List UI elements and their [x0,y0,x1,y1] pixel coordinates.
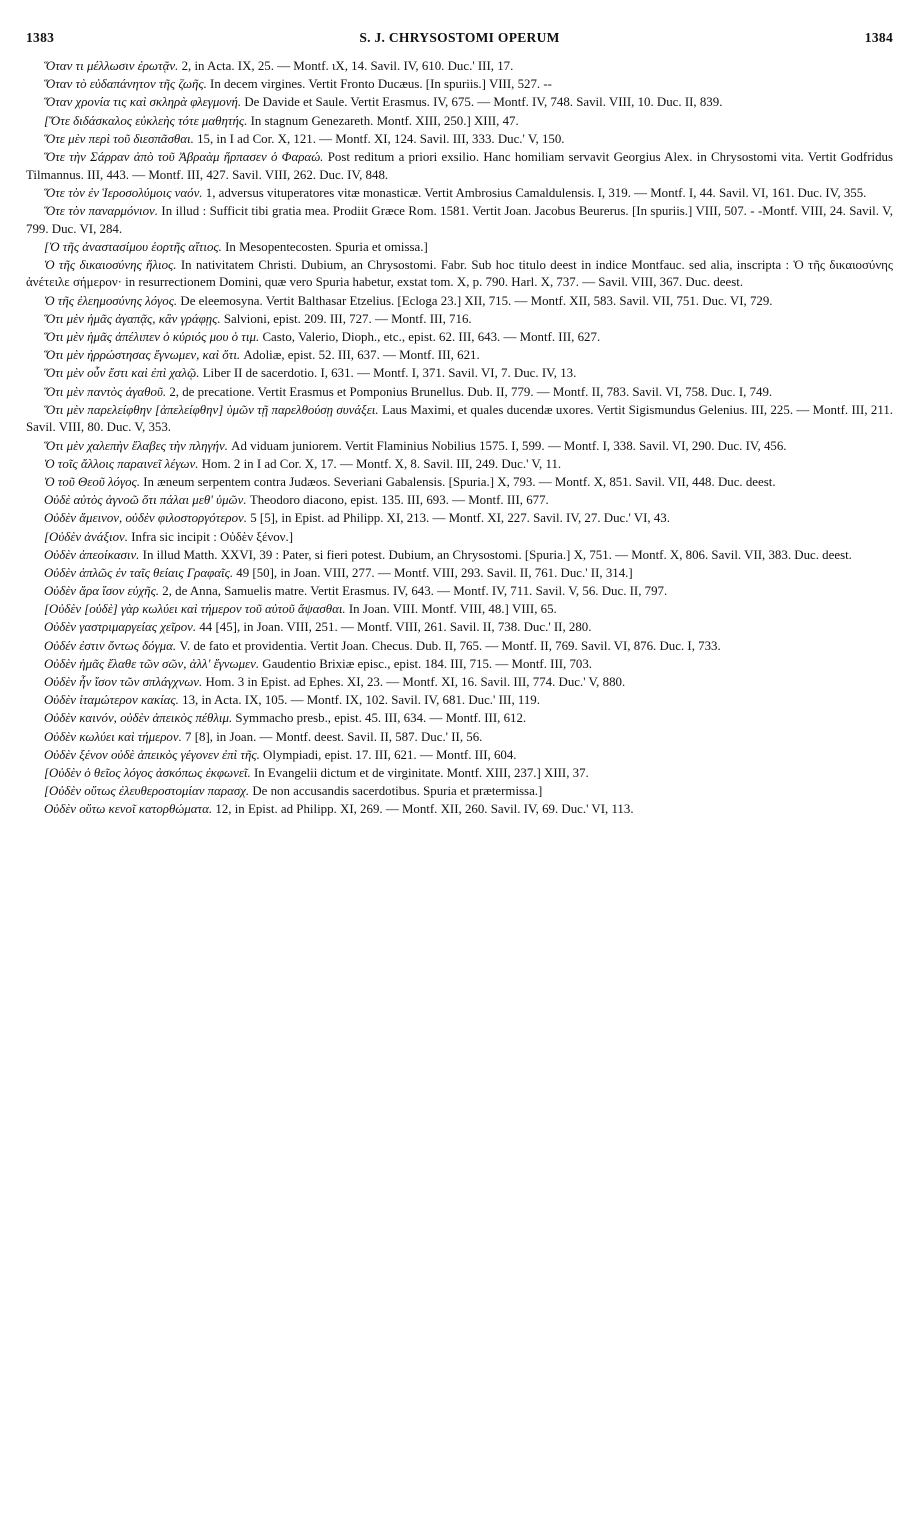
index-entry [26,113,893,131]
index-entry [26,638,893,656]
index-entry [26,402,893,437]
entry-reference: 15, in I ad Cor. X, 121. — Montf. XI, 124. Savil. III, 333. Duc.' V, 150. [197,131,565,146]
entry-reference: 2, in Acta. IX, 25. — Montf. ιX, 14. Savil. IV, 610. Duc.' III, 17. [181,59,514,73]
entry-incipit: Οὐδὲν ἄμεινον, οὐδὲν φιλοστοργότερον. [44,511,247,526]
entry-reference: In Joan. VIII. Montf. VIII, 48.] VIII, 65. [348,602,557,617]
entry-incipit: Ὅτι μὲν ἡμᾶς ἀγαπᾷς, κἂν γράφῃς. [44,311,221,326]
index-entry [26,801,893,819]
entry-reference: Hom. 3 in Epist. ad Ephes. XI, 23. — Montf. XI, 16. Savil. III, 774. Duc.' V, 880. [205,675,626,689]
index-entry [26,456,893,474]
entry-reference: 44 [45], in Joan. VIII, 251. — Montf. VIII, 261. Savil. II, 738. Duc.' II, 280. [199,620,592,635]
entry-incipit: Ὅτε μὲν περὶ τοῦ διεσπᾶσθαι. [44,131,194,146]
entry-reference: Olympiadi, epist. 17. III, 621. — Montf. III, 604. [263,747,517,762]
index-entry [26,529,893,547]
entry-incipit: Ὅτι μὲν παρελείφθην [ἀπελείφθην] ὑμῶν τῇ παρελθούσῃ συνάξει. [44,402,379,417]
entry-incipit: Ὁ τοῦ Θεοῦ λόγος. [44,474,140,489]
entry-reference: 49 [50], in Joan. VIII, 277. — Montf. VIII, 293. Savil. II, 761. Duc.' II, 314.] [236,565,633,580]
entry-incipit: Οὐδὲν γαστριμαργείας χεῖρον. [44,620,197,635]
entry-reference: De non accusandis sacerdotibus. Spuria et prætermissa.] [252,784,543,799]
entry-incipit: Ὅτι μὲν οὖν ἔστι καὶ ἐπὶ χαλῷ. [44,366,200,381]
index-entry [26,729,893,747]
entry-reference: Casto, Valerio, Dioph., etc., epist. 62. III, 643. — Montf. III, 627. [262,330,601,345]
entry-reference: Hom. 2 in I ad Cor. X, 17. — Montf. X, 8. Savil. III, 249. Duc.' V, 11. [201,456,562,471]
entry-reference: Ad viduam juniorem. Vertit Flaminius Nobilius 1575. I, 599. — Montf. I, 338. Savil. VI, 290. Duc. IV, 456. [231,438,787,453]
entry-reference: 13, in Acta. IX, 105. — Montf. IX, 102. Savil. IV, 681. Duc.' III, 119. [182,693,540,708]
index-entry [26,474,893,492]
index-entry [26,510,893,528]
entry-reference: 7 [8], in Joan. — Montf. deest. Savil. II, 587. Duc.' II, 56. [185,729,483,744]
entry-reference: Symmacho presb., epist. 45. III, 634. — Montf. III, 612. [235,711,527,726]
entry-incipit: Οὐδὲν κωλύει καὶ τήμερον. [44,729,182,744]
index-entry [26,365,893,383]
index-entry [26,692,893,710]
left-page-number: 1383 [26,30,55,45]
entry-incipit: Ὅτε τὴν Σάρραν ἀπὸ τοῦ Ἀβραὰμ ἥρπασεν ὁ Φαραώ. [44,149,324,164]
entry-incipit: [Οὐδὲν ἀνάξιον. [44,529,129,544]
entry-incipit: Οὐδέν ἐστιν ὄντως δόγμα. [44,638,177,653]
entry-reference: Post reditum a priori exsilio. Hanc homiliam servavit Georgius Alex. in Chrysostomi vita. Vertit Godfridus Tilmannus. III, 443. — Montf. III, 427. Savil. VIII, 262. Duc. IV, 848. [26,149,893,182]
running-title: S. J. CHRYSOSTOMI OPERUM [359,30,560,45]
index-entry [26,257,893,292]
entry-incipit: [Οὐδὲν ὁ θεῖος λόγος ἀσκόπως ἐκφωνεῖ. [44,765,251,780]
entry-incipit: Ὅτε τὸν ἐν Ἱεροσολύμοις ναόν. [44,185,203,200]
entry-reference: 12, in Epist. ad Philipp. XI, 269. — Montf. XII, 260. Savil. IV, 69. Duc.' VI, 113. [215,802,634,817]
index-entry [26,94,893,112]
index-entry [26,710,893,728]
index-entry [26,239,893,257]
entry-incipit: Ὅτι μὲν ἠρρώστησας ἔγνωμεν, καὶ ὅτι. [44,348,241,363]
entry-reference: In illud : Sufficit tibi gratia mea. Prodiit Græce Rom. 1581. Vertit Joan. Jacobus Beurerus. [In spuriis.] VIII, 507. - -Montf. VIII, 24. Savil. V, 799. Duc. VI, 284. [26,203,893,236]
entry-reference: In æneum serpentem contra Judæos. Severiani Gabalensis. [Spuria.] X, 793. — Montf. X, 851. Savil. VII, 448. Duc. deest. [143,474,776,489]
entry-incipit: Οὐδὲν ἄρα ἴσον εὐχῆς. [44,584,160,599]
index-entry [26,185,893,203]
index-entry [26,149,893,184]
entry-incipit: Ὁ τῆς δικαιοσύνης ἥλιος. [44,257,177,272]
entry-incipit: Ὅταν τὸ εὐδαπάνητον τῆς ζωῆς. [44,77,207,92]
entry-incipit: Οὐδὲν καινόν, οὐδὲν ἀπεικὸς πέθλιμ. [44,711,233,726]
index-entry [26,565,893,583]
entry-incipit: Οὐδὲν ἰταμώτερον κακίας. [44,693,179,708]
entry-incipit: Ὁ τῆς ἐλεημοσύνης λόγος. [44,293,178,308]
index-entry [26,547,893,565]
entry-reference: In illud Matth. XXVI, 39 : Pater, si fieri potest. Dubium, an Chrysostomi. [Spuria.] X, 751. — Montf. X, 806. Savil. VII, 383. Duc. deest. [142,547,852,562]
index-entry [26,765,893,783]
entry-incipit: [Ὅτε διδάσκαλος εὐκλεὴς τότε μαθητής. [44,113,248,128]
index-entry [26,438,893,456]
entry-incipit: Ὅτι μὲν παντὸς ἀγαθοῦ. [44,384,167,399]
entry-incipit: [Οὐδὲν [οὐδὲ] γὰρ κωλύει καὶ τήμερον τοῦ αὐτοῦ ἅψασθαι. [44,602,346,617]
entry-incipit: Οὐδὲν ἁπλῶς ἐν ταῖς θείαις Γραφαῖς. [44,565,234,580]
entry-reference: De Davide et Saule. Vertit Erasmus. IV, 675. — Montf. IV, 748. Savil. VIII, 10. Duc. II, 839. [244,95,723,110]
entry-reference: 5 [5], in Epist. ad Philipp. XI, 213. — Montf. XI, 227. Savil. IV, 27. Duc.' VI, 43. [250,511,670,526]
entry-incipit: Οὐδὲν ἀπεοίκασιν. [44,547,140,562]
entry-incipit: Οὐδὲν οὕτω κενοῖ κατορθώματα. [44,802,213,817]
entry-reference: In nativitatem Christi. Dubium, an Chrysostomi. Fabr. Sub hoc titulo deest in indice Montfauc. sed alia, inscripta : Ὁ τῆς δικαιοσύνης ἀνέτειλε σήμερον· in resurrectionem Domini, quæ vero Spuria habetur, exstat tom. X, p. 790. Harl. X, 737. — Savil. VIII, 367. Duc. deest. [26,257,893,290]
index-entry [26,619,893,637]
entry-reference: 2, de Anna, Samuelis matre. Vertit Erasmus. IV, 643. — Montf. IV, 711. Savil. V, 56. Duc. II, 797. [162,584,668,599]
entry-incipit: Ὅτι μὲν χαλεπὴν ἔλαβες τὴν πληγήν. [44,438,228,453]
entry-incipit: Ὅταν τι μέλλωσιν ἐρωτᾷν. [44,59,179,73]
index-entry [26,656,893,674]
index-entry [26,311,893,329]
index-entry [26,293,893,311]
index-entry [26,203,893,238]
entry-reference: In decem virgines. Vertit Fronto Ducæus. [In spuriis.] VIII, 527. -- [210,77,552,92]
index-entry [26,58,893,76]
index-entry [26,674,893,692]
entry-incipit: Ὅτι μὲν ἡμᾶς ἀπέλιπεν ὁ κύριός μου ὁ τιμ. [44,330,260,345]
entry-reference: Adoliæ, epist. 52. III, 637. — Montf. III, 621. [243,348,480,363]
index-entry [26,492,893,510]
entry-reference: 1, adversus vituperatores vitæ monasticæ. Vertit Ambrosius Camaldulensis. I, 319. — Montf. I, 44. Savil. VI, 161. Duc. IV, 355. [205,185,867,200]
index-entry [26,131,893,149]
running-header [26,30,893,52]
entry-reference: In Mesopentecosten. Spuria et omissa.] [225,239,428,254]
entry-reference: De eleemosyna. Vertit Balthasar Etzelius. [Ecloga 23.] XII, 715. — Montf. XII, 583. Savil. VII, 751. Duc. VI, 729. [180,293,773,308]
index-entry [26,783,893,801]
entry-incipit: [Οὐδὲν οὕτως ἐλευθεροστομίαν παρασχ. [44,784,250,799]
index-entry [26,583,893,601]
index-entry [26,747,893,765]
entry-reference: Liber II de sacerdotio. I, 631. — Montf. I, 371. Savil. VI, 7. Duc. IV, 13. [202,366,577,381]
entry-reference: Infra sic incipit : Οὐδὲν ξένον.] [131,529,294,544]
entry-incipit: Ὅτε τὸν παναρμόνιον. [44,203,158,218]
entry-reference: Salvioni, epist. 209. III, 727. — Montf. III, 716. [223,311,472,326]
entry-reference: Theodoro diacono, epist. 135. III, 693. — Montf. III, 677. [249,493,549,508]
entry-incipit: Οὐδὲν ξένον οὐδὲ ἀπεικὸς γέγονεν ἐπὶ τῆς. [44,747,260,762]
entry-incipit: Οὐδὲν ἡμᾶς ἔλαθε τῶν σῶν, ἀλλ' ἔγνωμεν. [44,656,260,671]
entry-reference: Laus Maximi, et quales ducendæ uxores. Vertit Sigismundus Gelenius. III, 225. — Montf. III, 211. Savil. VIII, 80. Duc. V, 353. [26,402,894,435]
entry-reference: Gaudentio Brixiæ episc., epist. 184. III, 715. — Montf. III, 703. [262,656,593,671]
index-entry [26,347,893,365]
entry-reference: 2, de precatione. Vertit Erasmus et Pomponius Brunellus. Dub. II, 779. — Montf. II, 783. Savil. VI, 758. Duc. I, 749. [169,384,773,399]
index-entry [26,329,893,347]
entry-incipit: [Ὁ τῆς ἀναστασίμου ἑορτῆς αἴτιος. [44,239,222,254]
entry-incipit: Οὐδὲν ἦν ἴσον τῶν σπλάγχνων. [44,675,203,689]
entry-incipit: Ὅταν χρονία τις καὶ σκληρὰ φλεγμονή. [44,95,242,110]
entry-reference: In Evangelii dictum et de virginitate. Montf. XIII, 237.] XIII, 37. [253,765,589,780]
index-entry [26,601,893,619]
entry-reference: V. de fato et providentia. Vertit Joan. Checus. Dub. II, 765. — Montf. II, 769. Savil. VI, 876. Duc. I, 733. [179,638,721,653]
entry-reference: In stagnum Genezareth. Montf. XIII, 250.] XIII, 47. [250,113,519,128]
entry-incipit: Ὁ τοῖς ἄλλοις παραινεῖ λέγων. [44,456,199,471]
right-page-number: 1384 [864,30,893,45]
index-entry [26,76,893,94]
index-entry [26,384,893,402]
entry-incipit: Οὐδὲ αὐτὸς ἀγνοῶ ὅτι πάλαι μεθ' ὑμῶν. [44,493,247,508]
index-entries [26,58,893,819]
